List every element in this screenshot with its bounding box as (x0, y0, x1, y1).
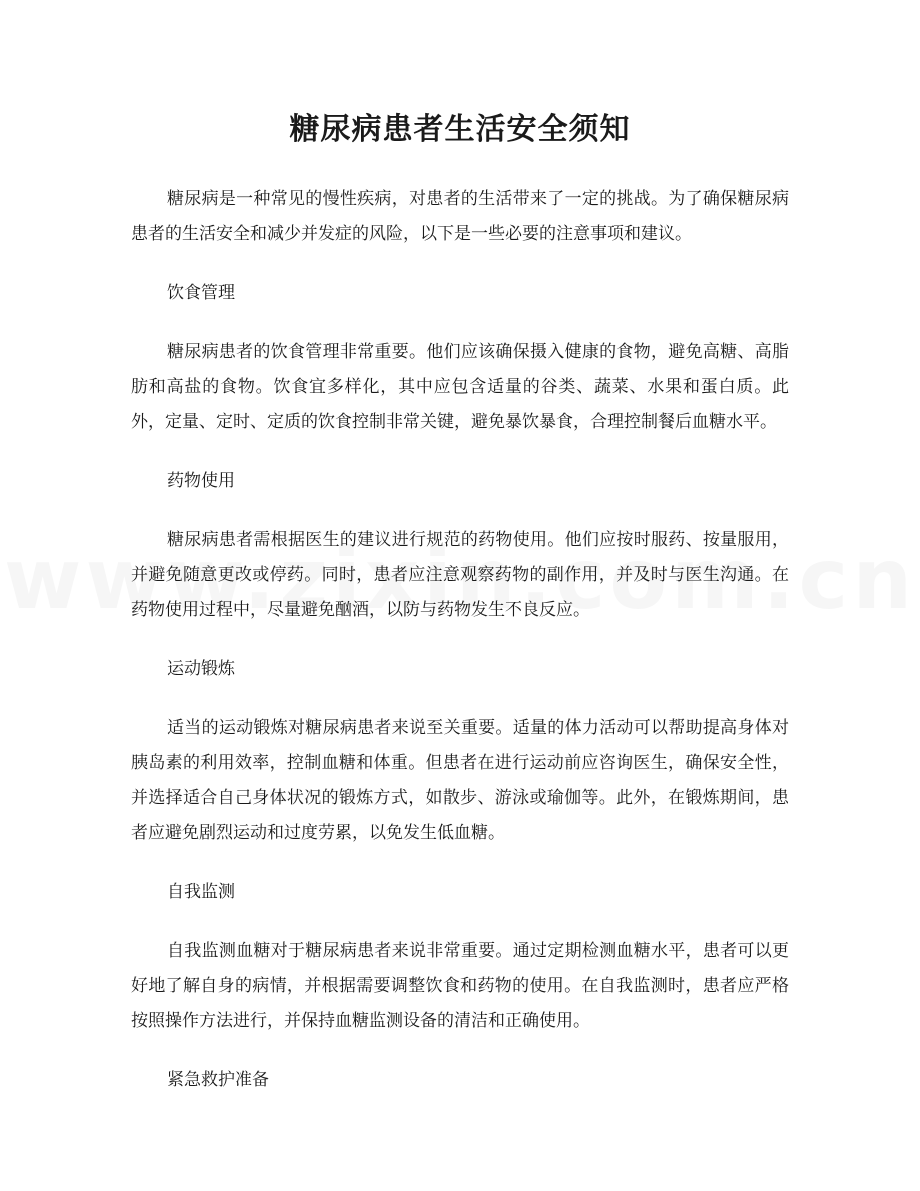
section-heading-exercise: 运动锻炼 (167, 659, 235, 679)
document-title: 糖尿病患者生活安全须知 (289, 112, 631, 147)
section-heading-diet: 饮食管理 (167, 283, 235, 303)
section-body-exercise: 适当的运动锻炼对糖尿病患者来说至关重要。适量的体力活动可以帮助提高身体对胰岛素的利用效率，控制血糖和体重。但患者在进行运动前应咨询医生，确保安全性，并选择适合自己身体状况的锻炼方式，如散步、游泳或瑜伽等。此外，在锻炼期间，患者应避免剧烈运动和过度劳累，以免发生低血糖。 (131, 718, 789, 843)
document-body (131, 182, 789, 1122)
intro-paragraph: 糖尿病是一种常见的慢性疾病，对患者的生活带来了一定的挑战。为了确保糖尿病患者的生活安全和减少并发症的风险，以下是一些必要的注意事项和建议。 (131, 189, 789, 244)
section-body-self-monitoring: 自我监测血糖对于糖尿病患者来说非常重要。通过定期检测血糖水平，患者可以更好地了解自身的病情，并根据需要调整饮食和药物的使用。在自我监测时，患者应严格按照操作方法进行，并保持血糖监测设备的清洁和正确使用。 (131, 941, 789, 1031)
section-heading-medication: 药物使用 (167, 471, 235, 491)
section-body-diet: 糖尿病患者的饮食管理非常重要。他们应该确保摄入健康的食物，避免高糖、高脂肪和高盐的食物。饮食宜多样化，其中应包含适量的谷类、蔬菜、水果和蛋白质。此外，定量、定时、定质的饮食控制非常关键，避免暴饮暴食，合理控制餐后血糖水平。 (131, 342, 789, 432)
section-heading-self-monitoring: 自我监测 (167, 882, 235, 902)
section-body-medication: 糖尿病患者需根据医生的建议进行规范的药物使用。他们应按时服药、按量服用，并避免随意更改或停药。同时，患者应注意观察药物的副作用，并及时与医生沟通。在药物使用过程中，尽量避免酗酒，以防与药物发生不良反应。 (131, 530, 789, 620)
section-heading-emergency: 紧急救护准备 (167, 1070, 269, 1090)
